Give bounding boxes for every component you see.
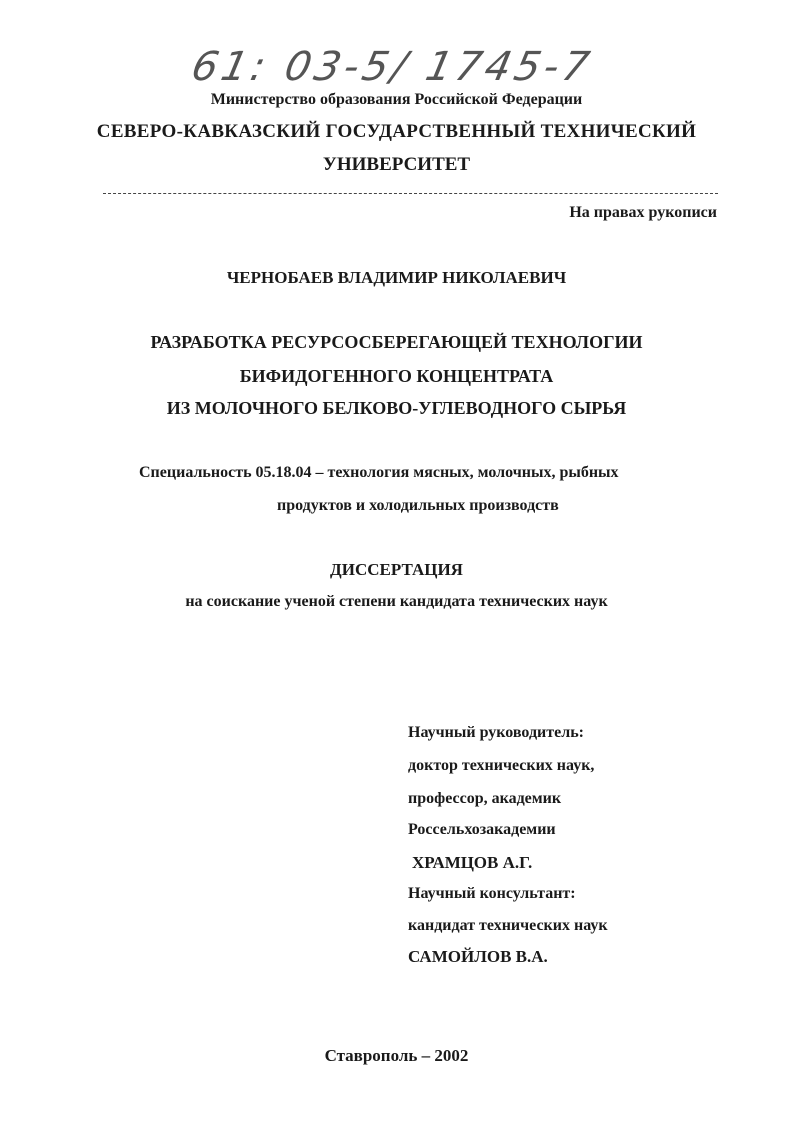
university-name-line2: УНИВЕРСИТЕТ — [322, 154, 471, 175]
consultant-name: САМОЙЛОВ В.А. — [408, 947, 548, 966]
advisor-academy: Россельхозакадемии — [408, 821, 556, 838]
advisor-name: ХРАМЦОВ А.Г. — [412, 853, 533, 872]
header-divider — [103, 193, 718, 194]
university-name-line1: СЕВЕРО-КАВКАЗСКИЙ ГОСУДАРСТВЕННЫЙ ТЕХНИЧЕСКИЙ — [96, 121, 697, 142]
thesis-title-line2: БИФИДОГЕННОГО КОНЦЕНТРАТА — [239, 366, 554, 386]
thesis-title-line3: ИЗ МОЛОЧНОГО БЕЛКОВО-УГЛЕВОДНОГО СЫРЬЯ — [166, 398, 627, 418]
advisor-degree: доктор технических наук, — [408, 757, 595, 774]
rights-note: На правах рукописи — [569, 204, 717, 221]
consultant-degree: кандидат технических наук — [408, 917, 608, 934]
ministry-name: Министерство образования Российской Федерации — [210, 91, 583, 108]
city-year: Ставрополь – 2002 — [324, 1046, 469, 1065]
specialty-line1: Специальность 05.18.04 – технология мясных, молочных, рыбных — [139, 464, 619, 481]
degree-line: на соискание ученой степени кандидата технических наук — [185, 593, 608, 610]
advisor-label: Научный руководитель: — [408, 724, 584, 741]
author-name: ЧЕРНОБАЕВ ВЛАДИМИР НИКОЛАЕВИЧ — [226, 268, 567, 287]
advisor-title: профессор, академик — [408, 790, 562, 807]
work-type: ДИССЕРТАЦИЯ — [330, 560, 463, 579]
handwritten-archive-code: 61: 03-5/ 1745-7 — [187, 44, 598, 90]
specialty-line2: продуктов и холодильных производств — [277, 497, 559, 514]
thesis-title-line1: РАЗРАБОТКА РЕСУРСОСБЕРЕГАЮЩЕЙ ТЕХНОЛОГИИ — [150, 332, 643, 352]
consultant-label: Научный консультант: — [408, 885, 576, 902]
